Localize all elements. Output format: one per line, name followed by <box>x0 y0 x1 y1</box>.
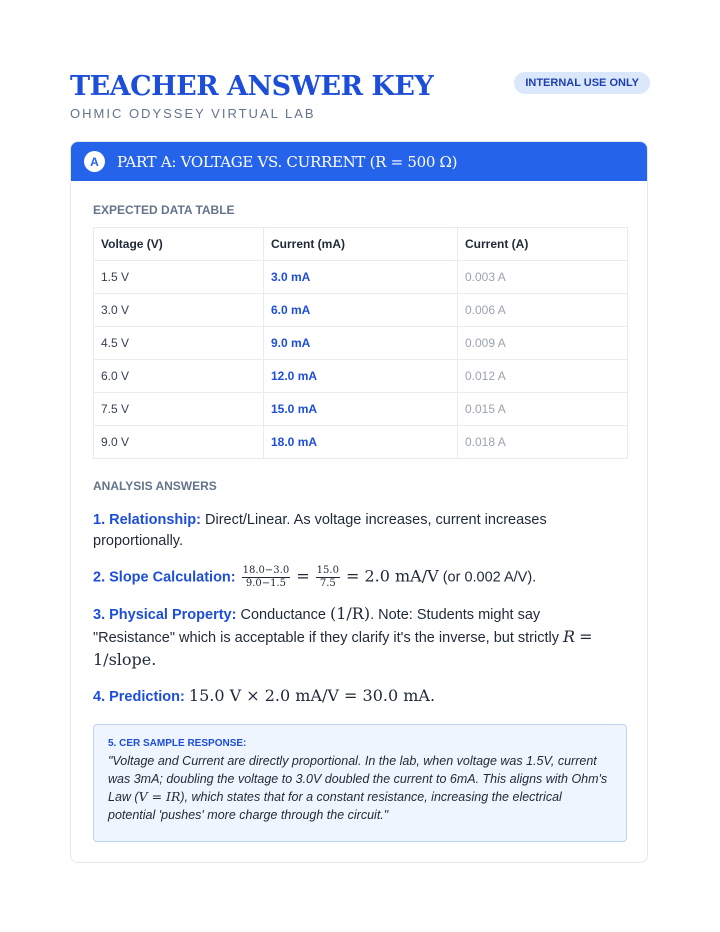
current-a-cell: 0.015 A <box>458 393 628 426</box>
current-ma-cell: 6.0 mA <box>264 294 458 327</box>
cer-title: 5. CER SAMPLE RESPONSE: <box>108 738 247 749</box>
prediction-math: 15.0 V × 2.0 mA/V = 30.0 mA. <box>188 686 436 705</box>
slope-note: (or 0.002 A/V). <box>442 569 537 586</box>
answer-slope <box>93 565 613 590</box>
table-row <box>94 426 628 459</box>
data-table-label: EXPECTED DATA TABLE <box>93 203 235 217</box>
answer-text: Direct/Linear. As voltage increases, current increases proportionally. <box>93 512 547 549</box>
resistance-symbol: R <box>563 627 576 646</box>
current-ma-cell: 9.0 mA <box>264 327 458 360</box>
fraction-denominator: 7.5 <box>319 578 336 589</box>
cer-body <box>108 752 612 824</box>
table-row <box>94 360 628 393</box>
analysis-answers <box>93 510 613 721</box>
column-header: Voltage (V) <box>94 228 264 261</box>
answer-text: Conductance <box>240 607 326 623</box>
equals-sign: = <box>296 566 310 586</box>
ohms-law-math: V = IR <box>138 789 181 804</box>
table-row <box>94 294 628 327</box>
internal-use-badge: INTERNAL USE ONLY <box>514 72 650 94</box>
answer-relationship <box>93 510 613 552</box>
current-ma-cell: 12.0 mA <box>264 360 458 393</box>
voltage-cell: 7.5 V <box>94 393 264 426</box>
table-row <box>94 393 628 426</box>
answer-label: 3. Physical Property: <box>93 607 237 623</box>
fraction-numerator: 15.0 <box>316 565 339 576</box>
page-title: TEACHER ANSWER KEY <box>70 71 434 102</box>
voltage-cell: 1.5 V <box>94 261 264 294</box>
cer-text: "Voltage and Current are directly proportional. In the lab, when voltage was 1.5V, current was 3mA; doubling the voltage to 3.0V doubled the current to 6mA. This aligns with Ohm's Law ( <box>108 754 608 804</box>
table-row <box>94 261 628 294</box>
part-a-title: PART A: VOLTAGE VS. CURRENT (R = 500 Ω) <box>117 152 458 171</box>
current-ma-cell: 15.0 mA <box>264 393 458 426</box>
answer-label: 4. Prediction: <box>93 689 185 705</box>
answer-prediction <box>93 685 613 708</box>
part-letter-badge: A <box>84 151 105 172</box>
slope-fraction <box>316 565 340 590</box>
slope-result: = 2.0 mA/V <box>345 566 439 586</box>
fraction-numerator: 18.0−3.0 <box>242 565 290 576</box>
slope-fraction <box>242 565 291 590</box>
answer-label: 2. Slope Calculation: <box>93 569 236 586</box>
current-a-cell: 0.003 A <box>458 261 628 294</box>
voltage-cell: 4.5 V <box>94 327 264 360</box>
current-ma-cell: 3.0 mA <box>264 261 458 294</box>
conductance-math: (1/R) <box>329 604 371 623</box>
answer-label: 1. Relationship: <box>93 512 201 528</box>
current-a-cell: 0.006 A <box>458 294 628 327</box>
part-a-card <box>70 141 648 863</box>
answer-physical-property <box>93 603 613 672</box>
part-a-header <box>71 142 647 181</box>
analysis-label: ANALYSIS ANSWERS <box>93 479 217 493</box>
page-subtitle: OHMIC ODYSSEY VIRTUAL LAB <box>70 106 316 121</box>
cer-sample-box <box>93 724 627 842</box>
answer-text: . Note: Students might say "Resistance" which is acceptable if they clarify it's the inverse, but strictly <box>93 607 559 646</box>
cer-text: ), which states that for a constant resistance, increasing the electrical potential 'pushes' more charge through the circuit." <box>108 790 562 822</box>
slope-math: = 1/slope. <box>93 627 593 669</box>
current-a-cell: 0.018 A <box>458 426 628 459</box>
voltage-cell: 6.0 V <box>94 360 264 393</box>
table-row <box>94 327 628 360</box>
page-header <box>70 70 650 121</box>
current-a-cell: 0.012 A <box>458 360 628 393</box>
column-header: Current (mA) <box>264 228 458 261</box>
table-header-row <box>94 228 628 261</box>
column-header: Current (A) <box>458 228 628 261</box>
current-ma-cell: 18.0 mA <box>264 426 458 459</box>
current-a-cell: 0.009 A <box>458 327 628 360</box>
fraction-denominator: 9.0−1.5 <box>245 578 287 589</box>
expected-data-table <box>93 227 628 459</box>
voltage-cell: 9.0 V <box>94 426 264 459</box>
voltage-cell: 3.0 V <box>94 294 264 327</box>
